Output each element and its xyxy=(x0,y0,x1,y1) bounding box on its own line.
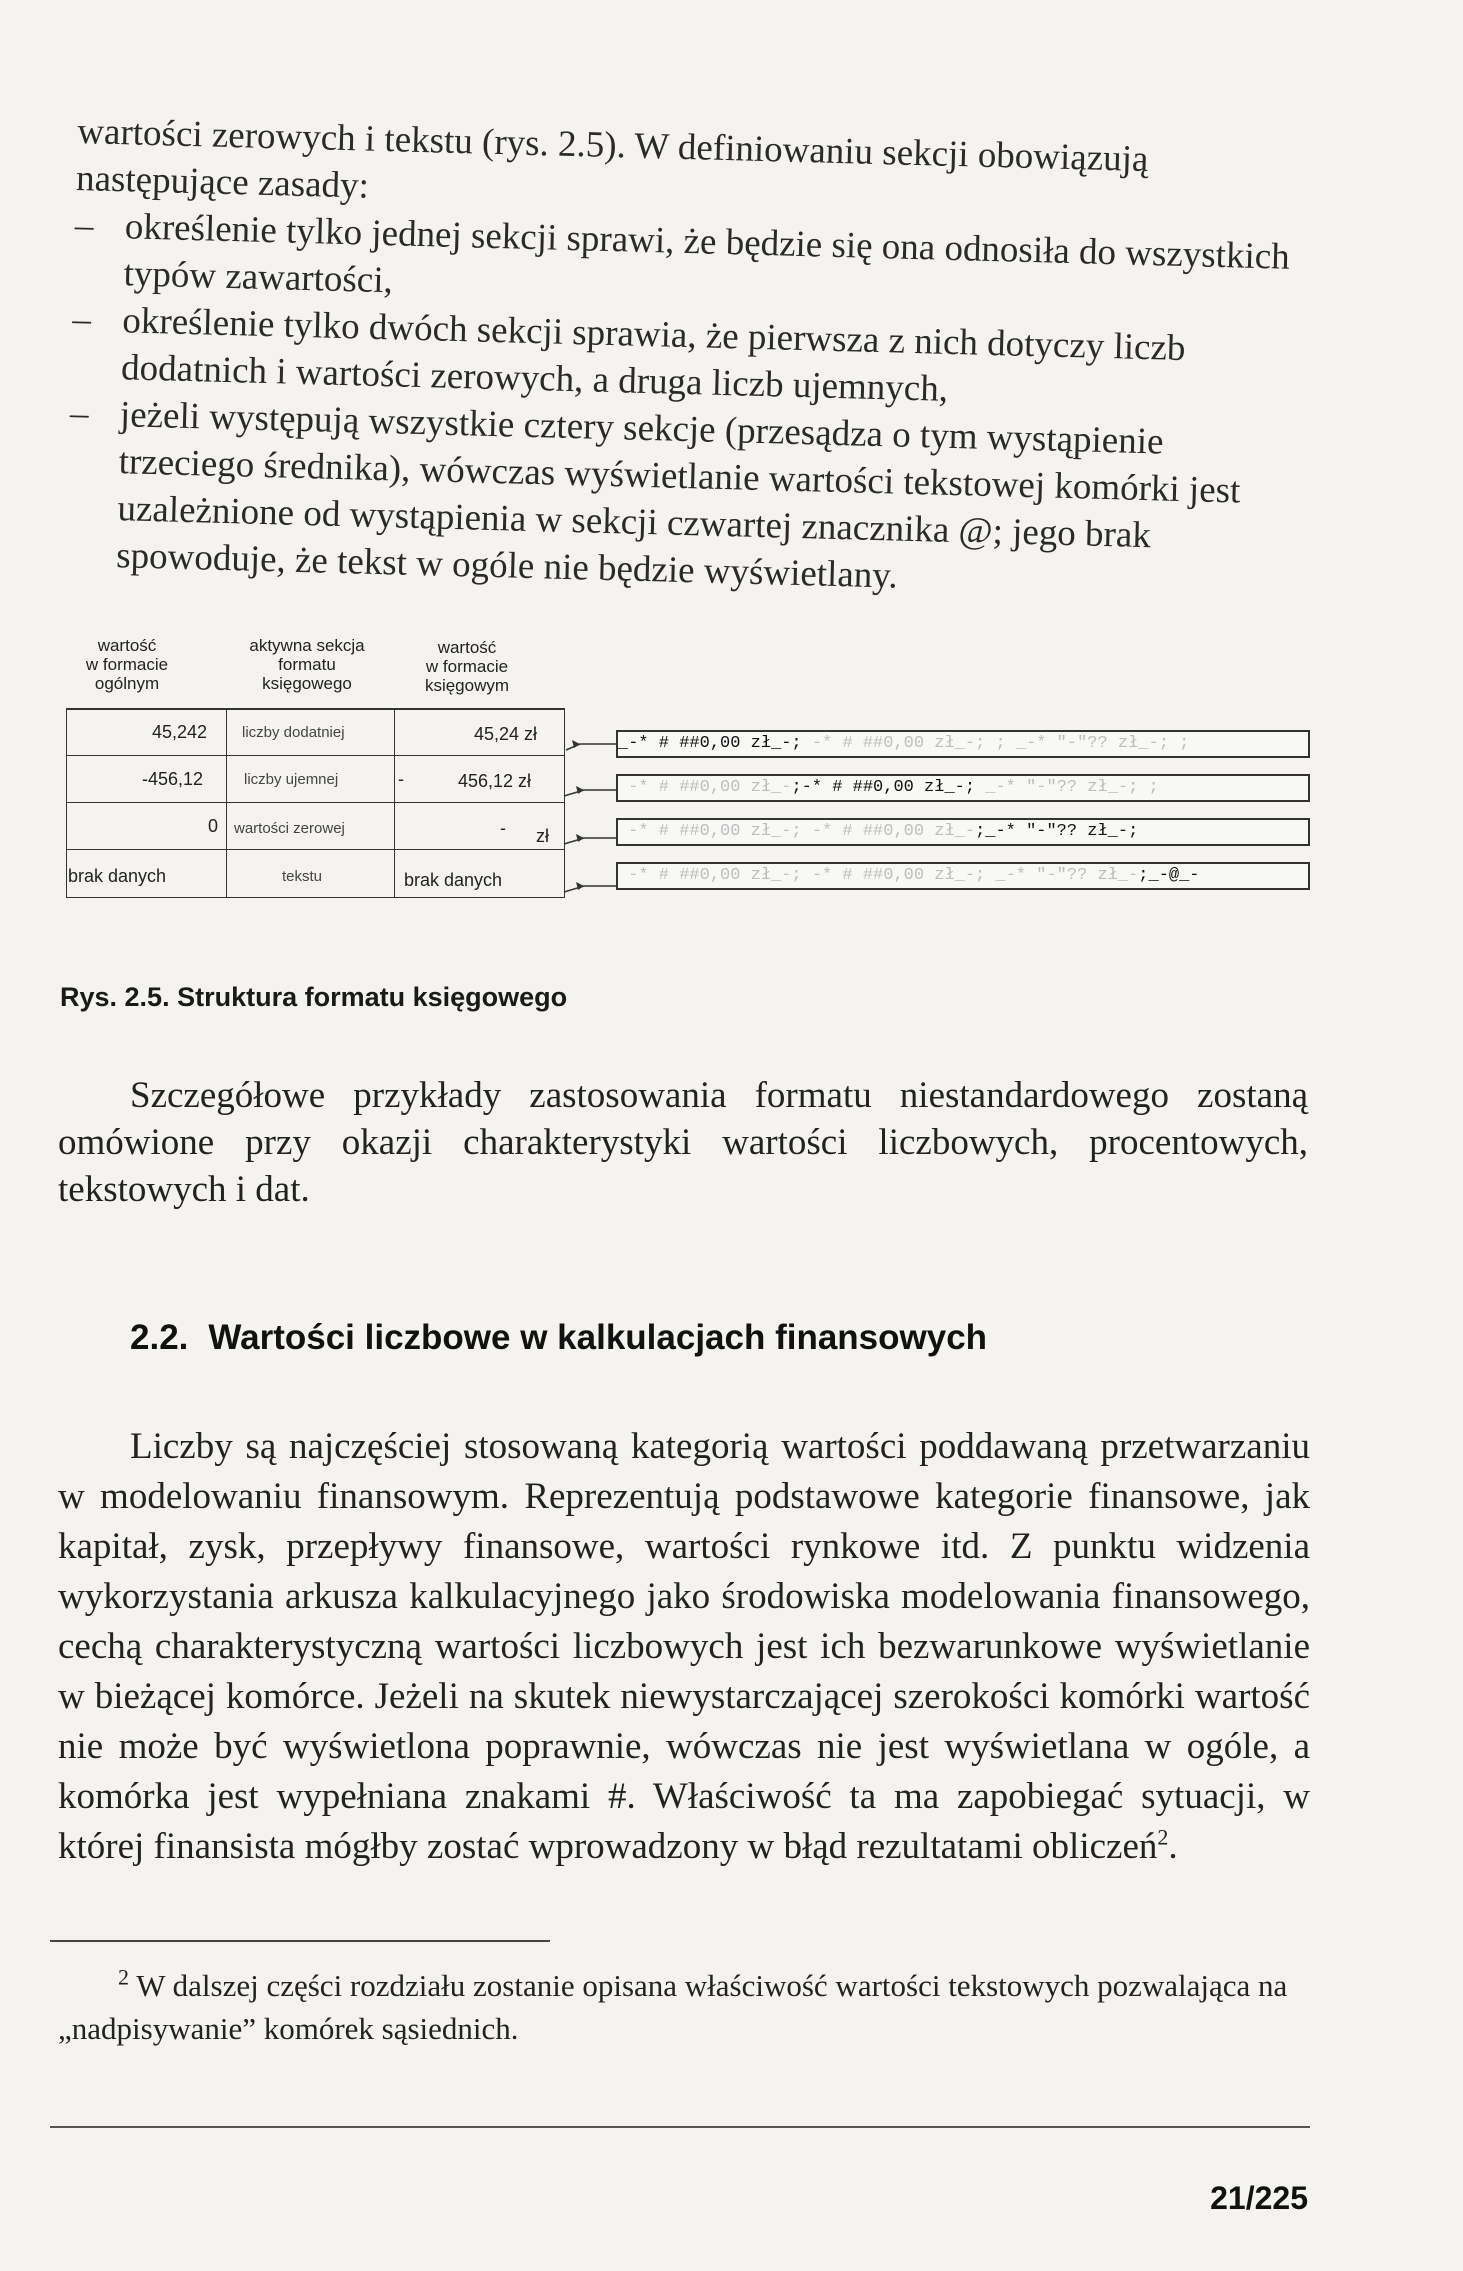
table-row-rule xyxy=(66,755,564,756)
accounting-format-figure xyxy=(62,636,1312,936)
section-cell: tekstu xyxy=(282,868,323,885)
section-cell: liczby ujemnej xyxy=(244,771,339,788)
format-highlight: ;_-@_- xyxy=(1138,866,1200,885)
table-col-rule xyxy=(394,708,395,898)
bullet-item xyxy=(66,390,1300,610)
footnote-mark: 2 xyxy=(118,1964,129,1990)
accounting-prefix: - xyxy=(398,769,404,789)
section-cell: wartości zerowej xyxy=(234,820,345,837)
table-bottom-rule xyxy=(66,897,564,898)
section-cell: liczby dodatniej xyxy=(242,724,345,741)
table-top-rule xyxy=(66,708,564,710)
format-highlight: _-* # ##0,00 zł_-; xyxy=(618,734,802,753)
bullet-dash: – xyxy=(74,204,94,247)
accounting-value-cell: 45,24 zł xyxy=(474,724,538,744)
table-row-rule xyxy=(66,849,564,850)
accounting-prefix: - xyxy=(500,818,506,838)
table-row-rule xyxy=(66,802,564,803)
table-left-rule xyxy=(66,708,67,898)
format-code-strip xyxy=(616,774,1310,802)
header-active-section: aktywna sekcja formatu księgowego xyxy=(249,636,365,693)
format-highlight: ;-* # ##0,00 zł_-; xyxy=(791,778,976,797)
section-title: Wartości liczbowe w kalkulacjach finansowych xyxy=(208,1318,988,1357)
paragraph-text: Szczegółowe przykłady zastosowania formatu niestandardowego zostaną omówione przy okazji charakterystyki wartości liczbowych, procentowych, tekstowych i dat. xyxy=(58,1075,1308,1210)
page-number: 21/225 xyxy=(1210,2180,1308,2216)
header-general-value: wartość w formacie ogólnym xyxy=(85,636,169,693)
general-value-cell: 45,242 xyxy=(152,722,208,742)
paragraph xyxy=(58,1422,1310,1872)
bullet-text: określenie tylko jednej sekcji sprawi, że będzie się ona odnosiła do wszystkich typów zawartości, xyxy=(123,206,1291,302)
format-highlight: ;_-* "-"?? zł_-; xyxy=(975,822,1139,841)
general-value-cell: 0 xyxy=(208,816,219,836)
footnote-text: W dalszej części rozdziału zostanie opisana właściwość wartości tekstowych pozwalająca na „nadpisywanie” komórek sąsiednich. xyxy=(58,1968,1288,2046)
bullet-text: określenie tylko dwóch sekcji sprawia, że pierwsza z nich dotyczy liczb dodatnich i wartości zerowych, a druga liczb ujemnych, xyxy=(120,300,1186,410)
format-faint: -* # ##0,00 zł_-; ; _-* "-"?? zł_-; ; xyxy=(801,734,1190,753)
bullet-dash: – xyxy=(71,298,92,341)
bullet-text: jeżeli występują wszystkie cztery sekcje (przesądza o tym wystąpienie trzeciego średnika), wówczas wyświetlanie wartości tekstowej komórki jest uzależnione od wystąpienia w sekcji czwartej znacznika @; jego brak spowoduje, że tekst w ogóle nie będzie wyświetlany. xyxy=(115,394,1241,597)
general-value-cell: -456,12 xyxy=(142,769,204,789)
format-faint: -* # ##0,00 zł_- xyxy=(618,778,792,797)
paragraph xyxy=(58,1072,1308,1213)
footnote-reference: 2 xyxy=(1157,1824,1169,1850)
paragraph-text: Liczby są najczęściej stosowaną kategorią wartości poddawaną przetwarzaniu w modelowaniu finansowym. Reprezentują podstawowe kategorie finansowe, jak kapitał, zysk, przepływy finansowe, wartości rynkowe itd. Z punktu widzenia wykorzystania arkusza kalkulacyjnego jako środowiska modelowania finansowego, cechą charakterystyczną wartości liczbowych jest ich bezwarunkowe wyświetlanie w bieżącej komórce. Jeżeli na skutek niewystarczającej szerokości komórki wartość nie może być wyświetlona poprawnie, wówczas nie jest wyświetlana w ogóle, a komórka jest wypełniana znakami #. Właściwość ta ma zapobiegać sytuacji, w której finansista mógłby zostać wprowadzony w błąd rezultatami obliczeń xyxy=(58,1426,1310,1867)
paragraph-end: . xyxy=(1168,1826,1178,1867)
accounting-value-cell: brak danych xyxy=(404,870,503,890)
format-code-strip xyxy=(616,862,1310,890)
table-col-rule xyxy=(226,708,227,898)
section-number: 2.2. xyxy=(130,1318,189,1357)
footnote xyxy=(58,1964,1308,2050)
format-code-strip xyxy=(616,730,1310,758)
figure-caption: Rys. 2.5. Struktura formatu księgowego xyxy=(60,982,568,1012)
format-code-strip xyxy=(616,818,1310,846)
footer-rule xyxy=(50,2126,1310,2128)
section-heading xyxy=(130,1318,987,1358)
accounting-value-cell: zł xyxy=(536,826,549,846)
accounting-value-cell: 456,12 zł xyxy=(458,771,532,791)
intro-block xyxy=(66,108,1308,610)
format-faint: -* # ##0,00 zł_-; -* # ##0,00 zł_- xyxy=(618,822,976,841)
header-accounting-value: wartość w formacie księgowym xyxy=(424,638,510,695)
format-faint: -* # ##0,00 zł_-; -* # ##0,00 zł_-; _-* "-"?? zł_- xyxy=(618,866,1139,885)
intro-paragraph: wartości zerowych i tekstu (rys. 2.5). W definiowaniu sekcji obowiązują następujące zasady: xyxy=(75,110,1149,207)
bullet-dash: – xyxy=(69,392,90,435)
general-value-cell: brak danych xyxy=(68,866,167,886)
format-faint: _-* "-"?? zł_-; ; xyxy=(975,778,1159,797)
footnote-separator xyxy=(50,1940,550,1942)
